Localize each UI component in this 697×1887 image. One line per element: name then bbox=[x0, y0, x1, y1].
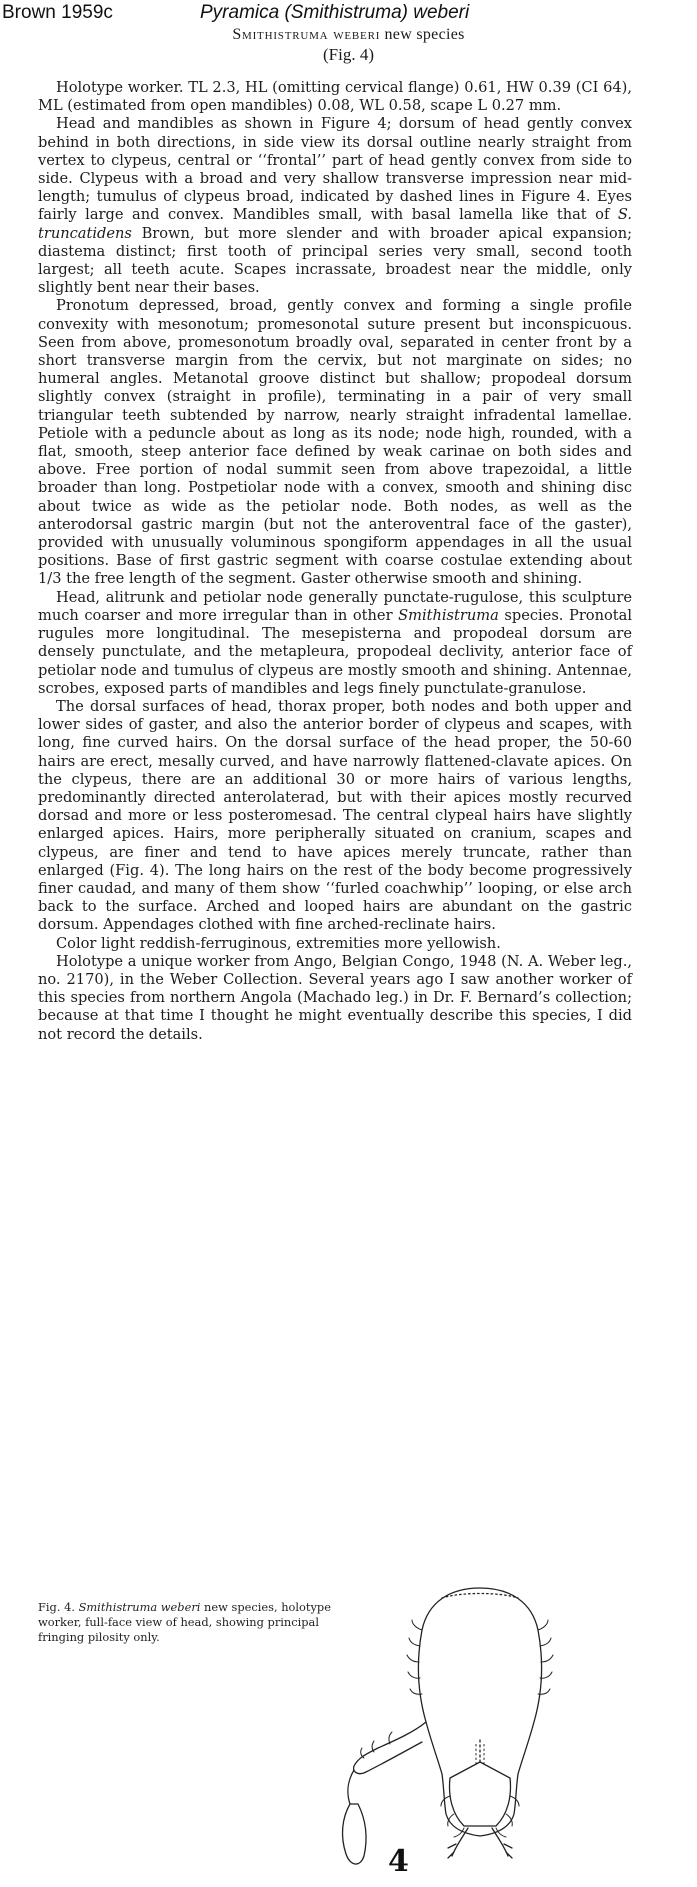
paragraph-holotype: Holotype a unique worker from Ango, Belgian Congo, 1948 (N. A. Weber leg., no. 2170), in the Weber Collection. Several years ago I saw another worker of this species from northern Angola (Machado leg.) in Dr. F. Bernard’s collection; because at that time I thought he might eventually describe this species, I did not record the details. bbox=[38, 952, 632, 1043]
mandible-left bbox=[448, 1828, 468, 1858]
antennal-scape bbox=[354, 1722, 426, 1774]
species-heading bbox=[0, 26, 697, 44]
paragraph-pilosity: The dorsal surfaces of head, thorax proper, both nodes and both upper and lower sides of gaster, and also the anterior border of clypeus and scapes, with long, fine curved hairs. On the dorsal surface of the head proper, the 50-60 hairs are erect, mesally curved, and have narrowly flattened-clavate apices. On the clypeus, there are an additional 30 or more hairs of various lengths, predominantly directed anterolaterad, but with their apices mostly recurved dorsad and more or less posteromesad. The central clypeal hairs have slightly enlarged apices. Hairs, more peripherally situated on cranium, scapes and clypeus, are finer and tend to have apices merely truncate, rather than enlarged (Fig. 4). The long hairs on the rest of the body become progressively finer caudad, and many of them show ‘‘furled coachwhip’’ looping, or else arch back to the surface. Arched and looped hairs are abundant on the gastric dorsum. Appendages clothed with fine arched-reclinate hairs. bbox=[38, 697, 632, 934]
header-citation: Brown 1959c bbox=[2, 2, 113, 23]
figure-caption: Fig. 4. Smithistruma weberi new species, holotype worker, full-face view of head, showing principal fringing pilosity only. bbox=[38, 1600, 331, 1644]
paragraph-color: Color light reddish-ferruginous, extremities more yellowish. bbox=[56, 934, 501, 952]
description-body bbox=[38, 79, 632, 1044]
genus-reference: Smithistruma bbox=[398, 606, 499, 624]
fringing-hairs bbox=[361, 1620, 553, 1837]
figure-reference: (Fig. 4) bbox=[323, 45, 374, 64]
species-heading-name: Smithistruma weberi bbox=[232, 26, 381, 43]
species-reference: S. truncatidens bbox=[38, 206, 633, 242]
figure-number: 4 bbox=[388, 1844, 409, 1879]
mandible-right bbox=[492, 1828, 512, 1858]
head-illustration bbox=[330, 1582, 630, 1882]
species-heading-status: new species bbox=[384, 26, 465, 43]
paragraph-alitrunk: Pronotum depressed, broad, gently convex and forming a single profile convexity with mesonotum; promesonotal suture present but inconspicuous. Seen from above, promesonotum broadly oval, separated in center front by a short transverse margin from the cervix, but not marginate on sides; no humeral angles. Metanotal groove distinct but shallow; propodeal dorsum slightly convex (straight in profile), terminating in a pair of very small triangular teeth subtended by narrow, nearly straight infradental lamellae. Petiole with a peduncle about as long as its node; node high, rounded, with a flat, smooth, steep anterior face defined by weak carinae on both sides and above. Free portion of nodal summit seen from above trapezoidal, a little broader than long. Postpetiolar node with a convex, smooth and shining disc about twice as wide as the petiolar node. Both nodes, as well as the anterodorsal gastric margin (but not the anteroventral face of the gaster), provided with unusually voluminous spongiform appendages in all the usual positions. Base of first gastric segment with coarse costulae extending about 1/3 the free length of the segment. Gaster otherwise smooth and shining. bbox=[38, 297, 632, 588]
header-taxon-name: Pyramica (Smithistruma) weberi bbox=[200, 2, 470, 23]
clypeus-outline bbox=[450, 1762, 511, 1826]
paragraph-measurements: Holotype worker. TL 2.3, HL (omitting cervical flange) 0.61, HW 0.39 (CI 64), ML (estimated from open mandibles) 0.08, WL 0.58, scape L 0.27 mm. bbox=[38, 79, 632, 115]
paragraph-sculpture: Head, alitrunk and petiolar node generally punctate-rugulose, this sculpture much coarser and more irregular than in other Smithistruma species. Pronotal rugules more longitudinal. The mesepisterna and propodeal dorsum are densely punctulate, and the metapleura, propodeal declivity, anterior face of petiolar node and tumulus of clypeus are mostly smooth and shining. Antennae, scrobes, exposed parts of mandibles and legs finely punctulate-granulose. bbox=[38, 588, 633, 697]
head-outline bbox=[419, 1588, 542, 1836]
paragraph-head: Head and mandibles as shown in Figure 4; dorsum of head gently convex behind in both directions, in side view its dorsal outline nearly straight from vertex to clypeus, central or ‘‘frontal’’ part of head gently convex from side to side. Clypeus with a broad and very shallow transverse impression near mid-length; tumulus of clypeus broad, indicated by dashed lines in Figure 4. Eyes fairly large and convex. Mandibles small, with basal lamella like that of S. truncatidens Brown, but more slender and with broader apical expansion; diastema distinct; first tooth of principal series very small, second tooth largest; all teeth acute. Scapes incrassate, broadest near the middle, only slightly bent near their bases. bbox=[38, 115, 633, 297]
